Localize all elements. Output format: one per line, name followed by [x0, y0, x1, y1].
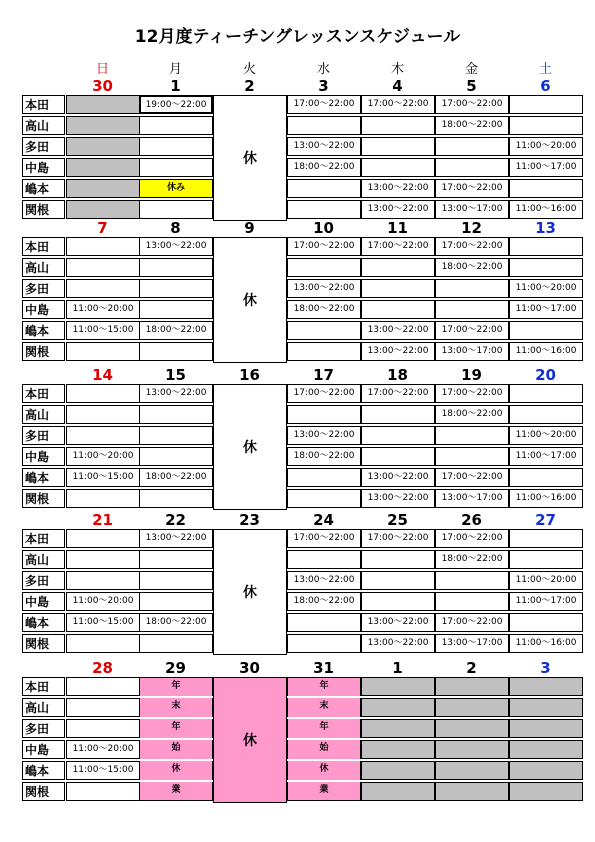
teacher-label: 中島: [22, 300, 65, 319]
schedule-cell: 17:00～22:00: [435, 384, 509, 403]
date-label: 14: [92, 366, 113, 384]
teacher-label: 中島: [22, 447, 65, 466]
schedule-cell: [287, 116, 361, 135]
date-label: 3: [540, 659, 551, 677]
schedule-cell: 17:00～22:00: [361, 529, 435, 548]
schedule-cell: [287, 342, 361, 361]
schedule-cell: 11:00～20:00: [509, 279, 583, 298]
schedule-cell: [139, 200, 213, 219]
schedule-cell: 17:00～22:00: [361, 237, 435, 256]
schedule-cell: [509, 384, 583, 403]
schedule-cell: [139, 571, 213, 590]
schedule-cell: [66, 116, 140, 135]
teacher-label: 中島: [22, 592, 65, 611]
schedule-cell: 18:00～22:00: [435, 116, 509, 135]
schedule-cell: 13:00～22:00: [361, 468, 435, 487]
schedule-cell: 13:00～22:00: [287, 279, 361, 298]
teacher-label: 多田: [22, 719, 65, 738]
schedule-cell: [509, 613, 583, 632]
date-label: 21: [92, 511, 113, 529]
teacher-label: 関根: [22, 342, 65, 361]
schedule-cell: [361, 158, 435, 177]
date-label: 7: [97, 219, 108, 237]
schedule-cell: 18:00～22:00: [287, 447, 361, 466]
teacher-label: 関根: [22, 782, 65, 801]
schedule-cell: [361, 137, 435, 156]
teacher-label: 嶋本: [22, 613, 65, 632]
schedule-cell: [435, 677, 509, 696]
schedule-cell: 18:00～22:00: [435, 258, 509, 277]
schedule-cell: [435, 740, 509, 759]
year-end-holiday-cell: 年: [287, 719, 361, 738]
schedule-cell: [287, 321, 361, 340]
schedule-cell: 11:00～16:00: [509, 342, 583, 361]
date-label: 25: [387, 511, 408, 529]
weekday-label: 金: [464, 62, 478, 77]
schedule-cell: [509, 719, 583, 738]
date-label: 30: [92, 77, 113, 95]
schedule-cell: [66, 719, 140, 738]
date-label: 10: [313, 219, 334, 237]
schedule-cell: [509, 550, 583, 569]
schedule-cell: [66, 529, 140, 548]
schedule-cell: [66, 634, 140, 653]
schedule-cell: 13:00～17:00: [435, 634, 509, 653]
schedule-cell: 11:00～20:00: [66, 592, 140, 611]
schedule-cell: 11:00～15:00: [66, 468, 140, 487]
schedule-cell: 18:00～22:00: [287, 300, 361, 319]
schedule-cell: [66, 384, 140, 403]
schedule-cell: [435, 137, 509, 156]
schedule-cell: [139, 634, 213, 653]
weekday-label: 水: [316, 62, 330, 77]
schedule-cell: [139, 342, 213, 361]
schedule-cell: [66, 200, 140, 219]
date-label: 9: [244, 219, 255, 237]
schedule-cell: 13:00～17:00: [435, 342, 509, 361]
schedule-cell: [509, 698, 583, 717]
schedule-cell: 13:00～22:00: [361, 179, 435, 198]
schedule-cell: [435, 426, 509, 445]
schedule-cell: 11:00～20:00: [509, 571, 583, 590]
schedule-cell: [66, 179, 140, 198]
schedule-cell: [361, 719, 435, 738]
date-label: 16: [239, 366, 260, 384]
teacher-label: 本田: [22, 529, 65, 548]
tuesday-closed: 休: [213, 677, 287, 803]
teacher-label: 嶋本: [22, 761, 65, 780]
weekday-label: 月: [168, 62, 182, 77]
schedule-cell: [361, 761, 435, 780]
week-block: [22, 366, 577, 510]
schedule-cell: [66, 571, 140, 590]
teacher-label: 嶋本: [22, 179, 65, 198]
teacher-label: 関根: [22, 200, 65, 219]
schedule-cell: 11:00～15:00: [66, 761, 140, 780]
schedule-cell: 17:00～22:00: [287, 529, 361, 548]
schedule-cell: 13:00～22:00: [287, 426, 361, 445]
schedule-cell: 11:00～20:00: [509, 137, 583, 156]
date-label: 6: [540, 77, 551, 95]
schedule-cell: 11:00～20:00: [66, 447, 140, 466]
schedule-cell: [139, 137, 213, 156]
schedule-cell: [66, 158, 140, 177]
week-block: [22, 660, 562, 803]
schedule-cell: 17:00～22:00: [435, 95, 509, 114]
schedule-cell: 17:00～22:00: [435, 321, 509, 340]
date-label: 26: [461, 511, 482, 529]
schedule-cell: [139, 489, 213, 508]
teacher-label: 本田: [22, 237, 65, 256]
week-block: [22, 77, 577, 221]
schedule-cell: [361, 571, 435, 590]
date-label: 8: [170, 219, 181, 237]
schedule-cell: 11:00～17:00: [509, 592, 583, 611]
schedule-cell: 11:00～17:00: [509, 300, 583, 319]
date-label: 11: [387, 219, 408, 237]
teacher-label: 多田: [22, 137, 65, 156]
schedule-cell: [361, 405, 435, 424]
teacher-label: 本田: [22, 95, 65, 114]
schedule-cell: [361, 740, 435, 759]
schedule-cell: [435, 571, 509, 590]
schedule-cell: 13:00～17:00: [435, 489, 509, 508]
schedule-cell: 18:00～22:00: [287, 158, 361, 177]
weekday-label: 土: [538, 62, 552, 77]
schedule-cell: [287, 613, 361, 632]
schedule-cell: [361, 782, 435, 801]
year-end-holiday-cell: 業: [139, 782, 213, 801]
schedule-cell: [435, 447, 509, 466]
schedule-cell: 13:00～22:00: [139, 384, 213, 403]
schedule-cell: 13:00～22:00: [361, 321, 435, 340]
schedule-cell: [66, 279, 140, 298]
schedule-cell: [287, 489, 361, 508]
year-end-holiday-cell: 休: [139, 761, 213, 780]
teacher-label: 本田: [22, 384, 65, 403]
date-label: 2: [466, 659, 477, 677]
schedule-cell: [509, 258, 583, 277]
schedule-cell: [435, 279, 509, 298]
schedule-cell: 19:00～22:00: [139, 95, 213, 114]
schedule-cell: [509, 677, 583, 696]
schedule-cell: [509, 405, 583, 424]
teacher-label: 多田: [22, 279, 65, 298]
schedule-cell: [66, 258, 140, 277]
schedule-cell: 17:00～22:00: [435, 613, 509, 632]
schedule-cell: 17:00～22:00: [361, 95, 435, 114]
date-label: 30: [239, 659, 260, 677]
schedule-cell: 17:00～22:00: [435, 237, 509, 256]
schedule-cell: 13:00～22:00: [361, 342, 435, 361]
schedule-cell: [509, 468, 583, 487]
schedule-cell: 13:00～22:00: [361, 489, 435, 508]
tuesday-closed: 休: [213, 529, 287, 655]
schedule-cell: [509, 529, 583, 548]
schedule-cell: 17:00～22:00: [435, 179, 509, 198]
date-label: 15: [165, 366, 186, 384]
schedule-cell: [509, 740, 583, 759]
schedule-cell: [361, 300, 435, 319]
schedule-cell: 18:00～22:00: [139, 613, 213, 632]
schedule-cell: 11:00～20:00: [66, 300, 140, 319]
page-title: 12月度ティーチングレッスンスケジュール: [134, 27, 461, 47]
schedule-cell: [509, 321, 583, 340]
schedule-cell: [435, 592, 509, 611]
weekday-label: 火: [242, 62, 256, 77]
teacher-label: 中島: [22, 740, 65, 759]
schedule-cell: [509, 116, 583, 135]
schedule-cell: 18:00～22:00: [435, 405, 509, 424]
schedule-cell: 18:00～22:00: [139, 321, 213, 340]
schedule-cell: [287, 258, 361, 277]
date-label: 24: [313, 511, 334, 529]
tuesday-closed: 休: [213, 237, 287, 363]
teacher-label: 高山: [22, 405, 65, 424]
schedule-cell: [509, 761, 583, 780]
schedule-cell: [361, 426, 435, 445]
schedule-cell: [509, 782, 583, 801]
week-block: [22, 511, 577, 655]
date-label: 1: [170, 77, 181, 95]
schedule-cell: 13:00～22:00: [139, 237, 213, 256]
schedule-cell: [139, 405, 213, 424]
schedule-cell: 13:00～22:00: [287, 137, 361, 156]
schedule-cell: [361, 677, 435, 696]
schedule-cell: [66, 342, 140, 361]
schedule-cell: [139, 426, 213, 445]
teacher-label: 嶋本: [22, 321, 65, 340]
teacher-label: 高山: [22, 258, 65, 277]
schedule-cell: [139, 116, 213, 135]
schedule-cell: 11:00～20:00: [509, 426, 583, 445]
tuesday-closed: 休: [213, 384, 287, 510]
year-end-holiday-cell: 年: [139, 719, 213, 738]
schedule-cell: [66, 95, 140, 114]
schedule-cell: 13:00～22:00: [287, 571, 361, 590]
tuesday-closed: 休: [213, 95, 287, 221]
schedule-cell: [361, 258, 435, 277]
date-label: 27: [535, 511, 556, 529]
schedule-cell: [66, 137, 140, 156]
schedule-cell: [361, 698, 435, 717]
schedule-cell: 11:00～15:00: [66, 613, 140, 632]
schedule-cell: [139, 158, 213, 177]
schedule-cell: [435, 782, 509, 801]
schedule-cell: 17:00～22:00: [287, 237, 361, 256]
date-label: 18: [387, 366, 408, 384]
teacher-label: 関根: [22, 634, 65, 653]
date-label: 4: [392, 77, 403, 95]
year-end-holiday-cell: 休: [287, 761, 361, 780]
date-label: 13: [535, 219, 556, 237]
date-label: 3: [318, 77, 329, 95]
schedule-cell: [66, 426, 140, 445]
schedule-cell: [139, 550, 213, 569]
date-label: 23: [239, 511, 260, 529]
schedule-cell: 17:00～22:00: [361, 384, 435, 403]
weekday-label: 木: [390, 62, 404, 77]
schedule-cell: 11:00～16:00: [509, 200, 583, 219]
schedule-cell: [287, 405, 361, 424]
schedule-cell: [361, 279, 435, 298]
schedule-cell: [287, 550, 361, 569]
schedule-cell: [287, 200, 361, 219]
schedule-cell: 11:00～16:00: [509, 489, 583, 508]
schedule-cell: [66, 677, 140, 696]
teacher-label: 関根: [22, 489, 65, 508]
schedule-cell: [66, 405, 140, 424]
schedule-cell: 13:00～22:00: [361, 200, 435, 219]
schedule-cell: 11:00～16:00: [509, 634, 583, 653]
year-end-holiday-cell: 年: [139, 677, 213, 696]
schedule-cell: [509, 95, 583, 114]
teacher-label: 中島: [22, 158, 65, 177]
teacher-label: 本田: [22, 677, 65, 696]
week-block: [22, 219, 577, 363]
year-end-holiday-cell: 始: [287, 740, 361, 759]
teacher-label: 高山: [22, 116, 65, 135]
schedule-cell: [139, 592, 213, 611]
schedule-cell: 18:00～22:00: [435, 550, 509, 569]
teacher-label: 多田: [22, 571, 65, 590]
schedule-cell: [139, 279, 213, 298]
schedule-cell: 13:00～17:00: [435, 200, 509, 219]
date-label: 17: [313, 366, 334, 384]
date-label: 29: [165, 659, 186, 677]
schedule-cell: 11:00～17:00: [509, 447, 583, 466]
teacher-label: 高山: [22, 550, 65, 569]
schedule-cell: [435, 158, 509, 177]
date-label: 22: [165, 511, 186, 529]
schedule-cell: 休み: [139, 179, 213, 198]
weekday-label: 日: [95, 62, 109, 77]
schedule-cell: [361, 447, 435, 466]
date-label: 5: [466, 77, 477, 95]
date-label: 20: [535, 366, 556, 384]
schedule-cell: [287, 179, 361, 198]
schedule-cell: [66, 550, 140, 569]
schedule-cell: [435, 719, 509, 738]
schedule-cell: 13:00～22:00: [139, 529, 213, 548]
schedule-cell: [66, 698, 140, 717]
teacher-label: 多田: [22, 426, 65, 445]
date-label: 28: [92, 659, 113, 677]
schedule-cell: [361, 550, 435, 569]
schedule-cell: [66, 489, 140, 508]
schedule-cell: [139, 300, 213, 319]
schedule-cell: [66, 782, 140, 801]
schedule-cell: [435, 761, 509, 780]
schedule-cell: 11:00～20:00: [66, 740, 140, 759]
date-label: 12: [461, 219, 482, 237]
schedule-cell: [509, 179, 583, 198]
date-label: 2: [244, 77, 255, 95]
schedule-cell: [287, 634, 361, 653]
schedule-cell: 11:00～17:00: [509, 158, 583, 177]
schedule-cell: [361, 592, 435, 611]
year-end-holiday-cell: 末: [287, 698, 361, 717]
date-label: 19: [461, 366, 482, 384]
year-end-holiday-cell: 業: [287, 782, 361, 801]
schedule-cell: 13:00～22:00: [361, 613, 435, 632]
teacher-label: 嶋本: [22, 468, 65, 487]
schedule-cell: 17:00～22:00: [435, 529, 509, 548]
schedule-cell: 11:00～15:00: [66, 321, 140, 340]
schedule-cell: 18:00～22:00: [139, 468, 213, 487]
teacher-label: 高山: [22, 698, 65, 717]
year-end-holiday-cell: 始: [139, 740, 213, 759]
schedule-cell: [435, 698, 509, 717]
schedule-cell: 17:00～22:00: [435, 468, 509, 487]
schedule-cell: [139, 447, 213, 466]
schedule-cell: 17:00～22:00: [287, 95, 361, 114]
schedule-cell: [435, 300, 509, 319]
date-label: 31: [313, 659, 334, 677]
date-label: 1: [392, 659, 403, 677]
schedule-cell: [66, 237, 140, 256]
schedule-cell: 17:00～22:00: [287, 384, 361, 403]
year-end-holiday-cell: 末: [139, 698, 213, 717]
schedule-cell: 13:00～22:00: [361, 634, 435, 653]
year-end-holiday-cell: 年: [287, 677, 361, 696]
schedule-cell: [139, 258, 213, 277]
schedule-cell: 18:00～22:00: [287, 592, 361, 611]
schedule-cell: [287, 468, 361, 487]
schedule-cell: [509, 237, 583, 256]
schedule-cell: [361, 116, 435, 135]
